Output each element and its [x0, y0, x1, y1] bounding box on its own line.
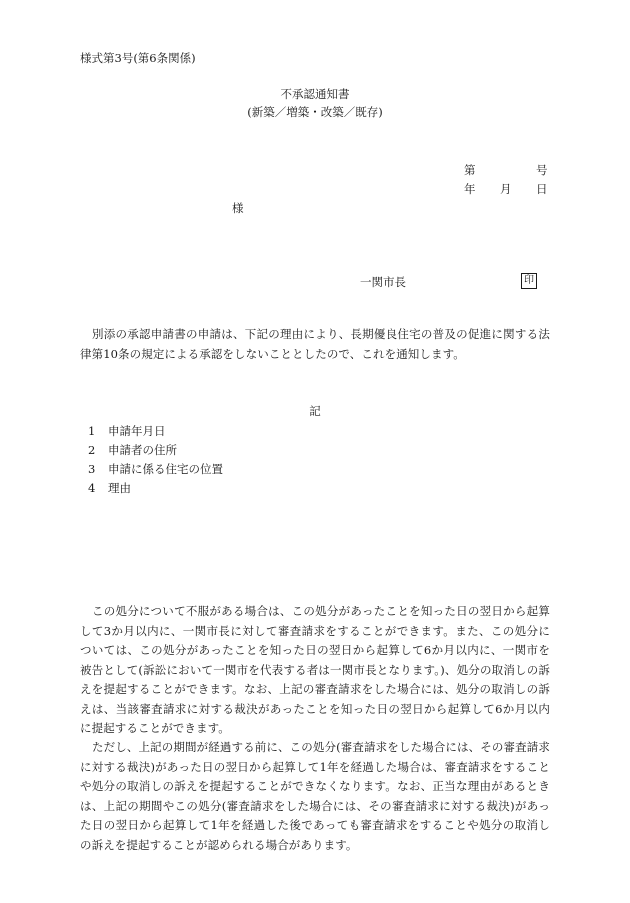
issuer-name: 一関市長 — [360, 275, 406, 289]
reference-number-suffix: 号 — [536, 163, 548, 177]
document-title: 不承認通知書 — [280, 87, 350, 101]
seal-mark: 印 — [521, 273, 537, 289]
date-year-label: 年 — [464, 182, 476, 196]
notice-paragraph-deadline: ただし、上記の期間が経過する前に、この処分(審査請求をした場合には、その審査請求に対する裁決)があった日の翌日から起算して1年を経過した場合は、審査請求をすることや処分の取消しの訴えを提起することができなくなります。なお、正当な理由があるときは、上記の期間やこの処分(審査請求をした場合には、その審査請求に対する裁決)があった日の翌日から起算して1年を経過した後であっても審査請求をすることや処分の取消しの訴えを提起することが認められる場合があります。 — [80, 740, 550, 852]
document-subtitle: (新築／増築・改築／既存) — [247, 105, 383, 119]
item-number: 2 — [88, 443, 96, 457]
item-label: 理由 — [108, 481, 131, 495]
date-day-label: 日 — [536, 182, 548, 196]
item-number: 3 — [88, 462, 96, 476]
date-month-label: 月 — [500, 182, 512, 196]
notes-heading: 記 — [309, 404, 321, 418]
list-item — [88, 479, 223, 498]
item-number: 1 — [88, 424, 96, 438]
item-number: 4 — [88, 481, 96, 495]
list-item — [88, 422, 223, 441]
list-item — [88, 460, 223, 479]
item-list — [88, 422, 223, 498]
reference-number-prefix: 第 — [464, 163, 476, 177]
form-number: 様式第3号(第6条関係) — [80, 51, 196, 65]
item-label: 申請年月日 — [108, 424, 166, 438]
item-label: 申請者の住所 — [108, 443, 177, 457]
item-label: 申請に係る住宅の位置 — [108, 462, 223, 476]
body-paragraph: 別添の承認申請書の申請は、下記の理由により、長期優良住宅の普及の促進に関する法律第10条の規定による承認をしないこととしたので、これを通知します。 — [80, 327, 550, 361]
notice-paragraph-appeal: この処分について不服がある場合は、この処分があったことを知った日の翌日から起算して3か月以内に、一関市長に対して審査請求をすることができます。また、この処分については、この処分があったことを知った日の翌日から起算して6か月以内に、一関市を被告として(訴訟において一関市を代表する者は一関市長となります。)、処分の取消しの訴えを提起することができます。なお、上記の審査請求をした場合には、処分の取消しの訴えは、当該審査請求に対する裁決があったことを知った日の翌日から起算して6か月以内に提起することができます。 — [80, 604, 550, 735]
list-item — [88, 441, 223, 460]
addressee-honorific: 様 — [232, 201, 244, 215]
